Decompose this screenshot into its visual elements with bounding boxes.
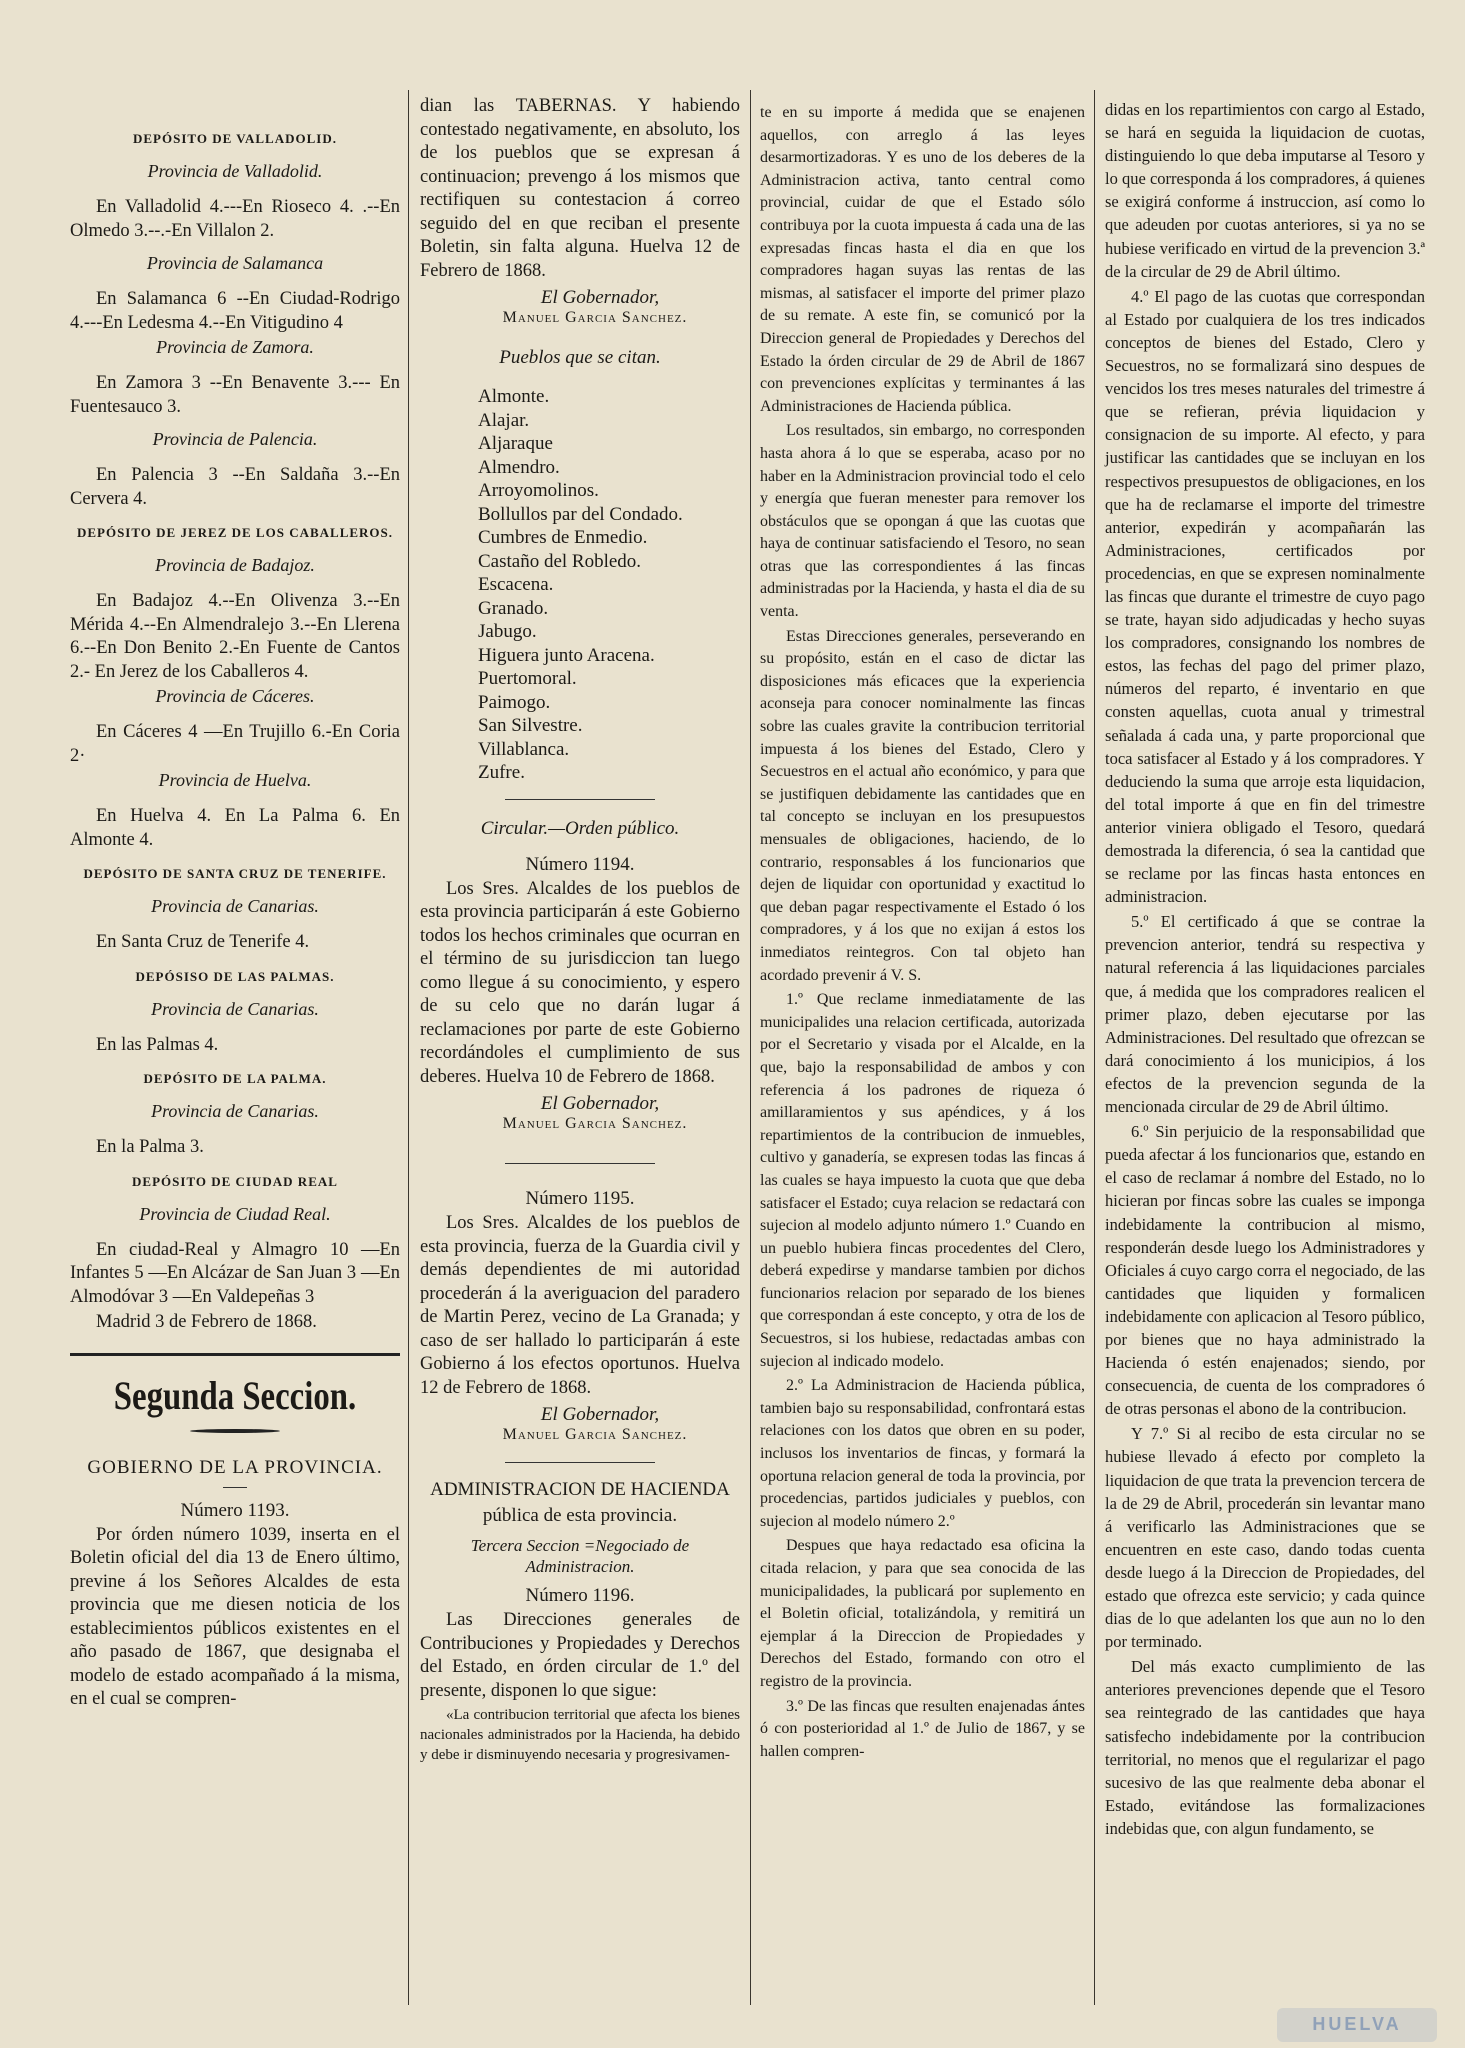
column-rule <box>750 90 751 2005</box>
ornament-divider <box>190 1429 280 1433</box>
order-body: Por órden número 1039, inserta en el Boletin oficial del dia 13 de Enero último, previne á los Señores Alcaldes de esta provincia que me diesen noticia de los establecimientos públicos existentes en el año pasado de 1867, que designaba el modelo de estado acompañado á la misma, en el cual se compren- <box>70 1524 400 1709</box>
deposit-list: En Badajoz 4.--En Olivenza 3.--En Mérida 4.--En Almendralejo 3.--En Llerena 6.--En Don Benito 2.-En Fuente de Cantos 2.- En Jerez de los Caballeros 4. <box>70 591 400 682</box>
section-title: Segunda Seccion. <box>113 1372 357 1418</box>
administracion-heading: ADMINISTRACION DE HACIENDA <box>430 1479 730 1500</box>
deposit-list: En Zamora 3 --En Benavente 3.--- En Fuentesauco 3. <box>70 373 400 417</box>
deposit-heading: DEPÓSITO DE CIUDAD REAL <box>132 1173 338 1189</box>
pueblo-item: Arroyomolinos. <box>478 480 599 501</box>
circular-text: Estas Direcciones generales, perseverando en su propósito, están en el caso de dictar las disposiciones más eficaces que la experiencia aconseja para conocer nominalmente las fincas sobre las cuales gravite la contribucion territorial impuesta á los bienes del Estado, Clero y Secuestros en el actual año económico, y para que se justifiquen debidamente las cantidades que en tal concepto se incluyan en los presupuestos mensuales de obligaciones, haciendo, de lo contrario, responsables á los funcionarios que dejen de liquidar con oportunidad y exactitud lo que deban pagar respectivamente el Estado ó los compradores, y á los que no exijan á estos los inmediatos reintegros. Con tal objeto han acordado prevenir á V. S. <box>760 627 1085 984</box>
province-heading: Provincia de Salamanca <box>146 253 324 273</box>
short-dash <box>223 1487 247 1488</box>
deposit-heading: DEPÓSITO DE VALLADOLID. <box>133 131 337 146</box>
pueblo-item: Escacena. <box>478 574 554 595</box>
dateline: Madrid 3 de Febrero de 1868. <box>96 1312 317 1332</box>
order-number: Número 1193. <box>180 1499 290 1521</box>
circular-text: 4.º El pago de las cuotas que correspondan al Estado por cualquiera de los tres indicados conceptos de bienes del Estado, Clero y Secuestros, no se formalizará sino despues de vencidos los tres meses naturales del trimestre á que se refieran, prévia liquidacion y consignacion de su importe. Al efecto, y para justificar las cantidades que se incluyan en los respectivos presupuestos de obligaciones, en los que ha de reclamarse el importe del trimestre anterior, expedirán y acompañarán las Administraciones, certificados por procedencias, en que se expresen nominalmente las fincas que durante el trimestre de cuyo pago se trate, hayan sido adjudicadas y hecho suyas los compradores, consignando los nombres de estos, las fechas del pago del primer plazo, números del reparto, é inventario en que consten aquellas, cuota anual y trimestral señalada á cada una, y parte proporcional que toca satisfacer al Estado y á los compradores. Y deduciendo la suma que arroje esta liquidacion, del total importe á que en fin del trimestre anterior viniera obligado el Tesoro, quedará demostrada la diferencia, ó sea la cantidad que se reclame por las fincas hasta entonces en administracion. <box>1105 286 1425 907</box>
circular-text: 2.º La Administracion de Hacienda pública, tambien bajo su responsabilidad, confrontará estas relaciones con los datos que obren en su poder, inclusos los inventarios de fincas, y formará la oportuna relacion general de toda la provincia, por procedencias, partidos judiciales y pueblos, con sujecion al modelo número 2.º <box>760 1377 1085 1530</box>
order-body-continued: dian las TABERNAS. Y habiendo contestado negativamente, en absoluto, los de los pueblos que se expresan á continuacion; prevengo á los mismos que rectifiquen su contestacion á correo seguido del en que reciban el presente Boletin, sin falta alguna. Huelva 12 de Febrero de 1868. <box>420 96 740 281</box>
section-rule <box>70 1353 400 1356</box>
pueblos-list <box>478 385 740 785</box>
circular-quote: «La contribucion territorial que afecta los bienes nacionales administrados por la Hacienda, ha debido y debe ir disminuyendo necesaria y progresivamen- <box>420 1707 740 1763</box>
pueblo-item: Castaño del Robledo. <box>478 550 642 572</box>
pueblo-item: Zufre. <box>478 762 525 783</box>
province-heading: Provincia de Canarias. <box>151 998 319 1019</box>
deposit-heading: DEPÓSITO DE JEREZ DE LOS CABALLEROS. <box>76 525 394 540</box>
circular-text: 3.º De las fincas que resulten enajenadas ántes ó con posterioridad al 1.º de Julio de 1867, y se hallen compren- <box>760 1697 1085 1760</box>
circular-text: 6.º Sin perjuicio de la responsabilidad que pueda afectar á los funcionarios que, estando en el caso de reclamar á nombre del Estado, no lo hicieran por fincas sobre las cuales se imponga indebidamente la contribucion al mismo, responderán desde luego los Administradores y Oficiales á cuyo cargo corra el negociado, de las cantidades que liquiden y formalicen indebidamente con aplicacion al Tesoro público, por bienes que no haya administrado la Hacienda ó estén enajenados; siendo, por consecuencia, de cuenta de los compradores ó de otras personas el abono de la contribucion. <box>1105 1122 1425 1419</box>
order-body: Los Sres. Alcaldes de los pueblos de esta provincia, fuerza de la Guardia civil y demás dependientes de mi autoridad procederán á la averiguacion del paradero de Martin Perez, vecino de La Granada; y caso de ser hallado lo participarán á este Gobierno á los efectos oportunos. Huelva 12 de Febrero de 1868. <box>420 1213 740 1398</box>
circular-text: te en su importe á medida que se enajenen aquellos, con arreglo á las leyes desarmortizadoras. Y es uno de los deberes de la Administracion activa, tanto central como provincial, cuidar de que el Estado sólo contribuya por la cuota impuesta á cada una de las expresadas fincas hasta el dia en que los compradores hagan suyas las rentas de las mismas, al satisfacer el importe del primer plazo de su remate. A este fin, se comunicó por la Direccion general de Propiedades y Derechos del Estado la órden circular de 29 de Abril de 1867 con prevenciones explícitas y terminantes á las Administraciones de Hacienda pública. <box>760 104 1085 415</box>
circular-text: 5.º El certificado á que se contrae la prevencion anterior, tendrá su respectiva y natural referencia á las liquidaciones parciales que, á medida que los compradores realicen el primer plazo, deben ejecutarse por las Administraciones. Del resultado que ofrezcan se dará conocimiento á los municipios, á los efectos de la prevencion segunda de la mencionada circular de 29 de Abril último. <box>1105 912 1425 1117</box>
pueblo-item: Villablanca. <box>478 738 570 760</box>
order-number: Número 1195. <box>525 1188 635 1209</box>
pueblo-item: Almendro. <box>478 456 560 478</box>
signature-title: El Gobernador, <box>540 287 660 308</box>
order-number: Número 1194. <box>525 853 635 875</box>
pueblo-item: Cumbres de Enmedio. <box>478 527 648 548</box>
pueblo-item: Alajar. <box>478 409 530 431</box>
circular-text: Los resultados, sin embargo, no corresponden hasta ahora á lo que se esperaba, acaso por no haber en la Administracion provincial todo el celo y energía que fueran menester para remover los obstáculos que se opongan á que las cuotas que haya de continuar satisfaciendo el Tesoro, no sean otras que las correspondientes á las fincas administradas por la Hacienda, y hasta el dia de su venta. <box>760 422 1085 621</box>
column-2 <box>420 95 740 1767</box>
deposit-heading: DEPÓSITO DE SANTA CRUZ DE TENERIFE. <box>83 866 387 881</box>
signature-title: El Gobernador, <box>540 1404 660 1425</box>
deposit-heading: DEPÓSISO DE LAS PALMAS. <box>135 968 335 984</box>
column-4 <box>1105 98 1425 1842</box>
province-heading: Provincia de Valladolid. <box>147 161 323 181</box>
province-heading: Provincia de Zamora. <box>156 337 314 357</box>
order-body: Las Direcciones generales de Contribuciones y Propiedades y Derechos del Estado, en órden circular de 1.º del presente, disponen lo que sigue: <box>420 1610 740 1701</box>
province-heading: Provincia de Canarias. <box>151 1101 319 1121</box>
pueblo-item: Granado. <box>478 597 549 619</box>
pueblo-item: San Silvestre. <box>478 715 583 736</box>
order-body: Los Sres. Alcaldes de los pueblos de esta provincia participarán á este Gobierno todos los hechos criminales que ocurran en el término de su jurisdiccion tan luego como llegue á su conocimiento, y espero de su celo que no darán lugar á reclamaciones por parte de este Gobierno recordándoles el cumplimiento de sus deberes. Huelva 10 de Febrero de 1868. <box>420 878 740 1087</box>
pueblo-item: Bollullos par del Condado. <box>478 503 683 525</box>
deposit-list: En las Palmas 4. <box>96 1034 219 1055</box>
deposit-list: En Huelva 4. En La Palma 6. En Almonte 4. <box>70 806 400 850</box>
circular-heading: Circular.—Orden público. <box>480 817 680 839</box>
signature-name: Manuel Garcia Sanchez. <box>502 1426 688 1443</box>
column-rule <box>1094 90 1095 2005</box>
divider <box>505 1462 655 1463</box>
province-heading: Provincia de Badajoz. <box>155 555 315 575</box>
gobierno-heading: GOBIERNO DE LA PROVINCIA. <box>87 1456 383 1478</box>
column-rule <box>408 90 409 2005</box>
deposit-list: En la Palma 3. <box>96 1137 204 1157</box>
pueblo-item: Jabugo. <box>478 621 537 642</box>
province-heading: Provincia de Canarias. <box>151 896 319 916</box>
province-heading: Provincia de Cáceres. <box>155 686 315 706</box>
pueblo-item: Aljaraque <box>478 433 553 454</box>
signature-name: Manuel Garcia Sanchez. <box>502 1115 688 1132</box>
deposit-list: En Cáceres 4 —En Trujillo 6.-En Coria 2· <box>70 722 400 766</box>
pueblo-item: Higuera junto Aracena. <box>478 644 655 666</box>
province-heading: Provincia de Huelva. <box>158 770 312 790</box>
deposit-list: En Santa Cruz de Tenerife 4. <box>96 932 310 952</box>
column-1 <box>70 95 400 1714</box>
pueblo-item: Puertomoral. <box>478 668 577 689</box>
circular-text: didas en los repartimientos con cargo al Estado, se hará en seguida la liquidacion de cuotas, distinguiendo lo que deba imputarse al Tesoro y lo que corresponda á los compradores, á quienes se exigirá conforme á instruccion, así como lo que adeuden por cuotas anteriores, si ya no se hubiese verificado en virtud de la prevencion 3.ª de la circular de 29 de Abril último. <box>1105 100 1425 281</box>
administracion-subheading: pública de esta provincia. <box>482 1505 678 1526</box>
pueblo-item: Paimogo. <box>478 691 551 713</box>
deposit-list: En Valladolid 4.---En Rioseco 4. .--En Olmedo 3.--.-En Villalon 2. <box>70 197 400 241</box>
stamp-text: HUELVA <box>1312 2014 1402 2034</box>
pueblos-heading: Pueblos que se citan. <box>499 347 661 368</box>
circular-text: 1.º Que reclame inmediatamente de las municipalides una relacion certificada, autorizada por el Secretario y visada por el Alcalde, en la que, bajo la responsabilidad de ambos y con referencia á los padrones de riqueza ó amillaramientos y sus apéndices, y á los repartimientos de la contribucion de inmuebles, cultivo y ganadería, se expresen todas las fincas á las cuales se haya impuesto la cuota que que deba satisfacer el Estado; cuya relacion se redactará con sujecion al modelo adjunto número 1.º Cuando en un pueblo hubiera fincas procedentes del Clero, deberá expedirse y mandarse tambien por dichos funcionarios relacion por separado de los bienes que correspondan á este concepto, y otra de los de Secuestros, si los hubiese, redactadas ambas con sujecion al indicado modelo. <box>760 991 1085 1370</box>
deposit-list: En Salamanca 6 --En Ciudad-Rodrigo 4.---En Ledesma 4.--En Vitigudino 4 <box>70 289 400 333</box>
deposit-heading: DEPÓSITO DE LA PALMA. <box>143 1071 327 1086</box>
order-number: Número 1196. <box>525 1585 635 1606</box>
divider <box>505 799 655 800</box>
divider <box>505 1163 655 1164</box>
province-heading: Provincia de Ciudad Real. <box>139 1203 331 1224</box>
circular-text: Despues que haya redactado esa oficina la citada relacion, y para que sea conocida de las municipalidades, la publicará por suplemento en el Boletin oficial, totalizándola, y remitirá un ejemplar á la Direccion de Propiedades y Derechos del Estado, formando con otro el registro de la provincia. <box>760 1537 1085 1690</box>
column-3 <box>760 102 1085 1765</box>
negociado-heading: Tercera Seccion =Negociado de Administracion. <box>470 1536 690 1576</box>
signature-name: Manuel Garcia Sanchez. <box>502 309 688 326</box>
circular-text: Del más exacto cumplimiento de las anteriores prevenciones depende que el Tesoro sea reintegrado de las cantidades que haya satisfecho indebidamente por la contribucion territorial, no menos que el regularizar el pago sucesivo de las que realmente deba abonar el Estado, evitándose las formalizaciones indebidas que, con algun fundamento, se <box>1105 1657 1425 1838</box>
archive-stamp <box>1277 2008 1437 2042</box>
pueblo-item: Almonte. <box>478 386 550 407</box>
signature-title: El Gobernador, <box>540 1093 660 1114</box>
deposit-list: En Palencia 3 --En Saldaña 3.--En Cervera 4. <box>70 465 400 509</box>
deposit-list: En ciudad-Real y Almagro 10 —En Infantes 5 —En Alcázar de San Juan 3 —En Almodóvar 3 —En Valdepeñas 3 <box>70 1239 400 1307</box>
province-heading: Provincia de Palencia. <box>152 429 318 449</box>
circular-text: Y 7.º Si al recibo de esta circular no se hubiese llevado á efecto por completo la liquidacion de que trata la prevencion tercera de la de 29 de Abril, procederán sin levantar mano á verificarlo las Administraciones que se encuentren en este caso, dando todas cuenta desde luego á la Direccion de Propiedades, del estado que ofrezca este servicio; y cada quince dias de lo que adelanten los que aun no lo den por terminado. <box>1105 1424 1425 1652</box>
